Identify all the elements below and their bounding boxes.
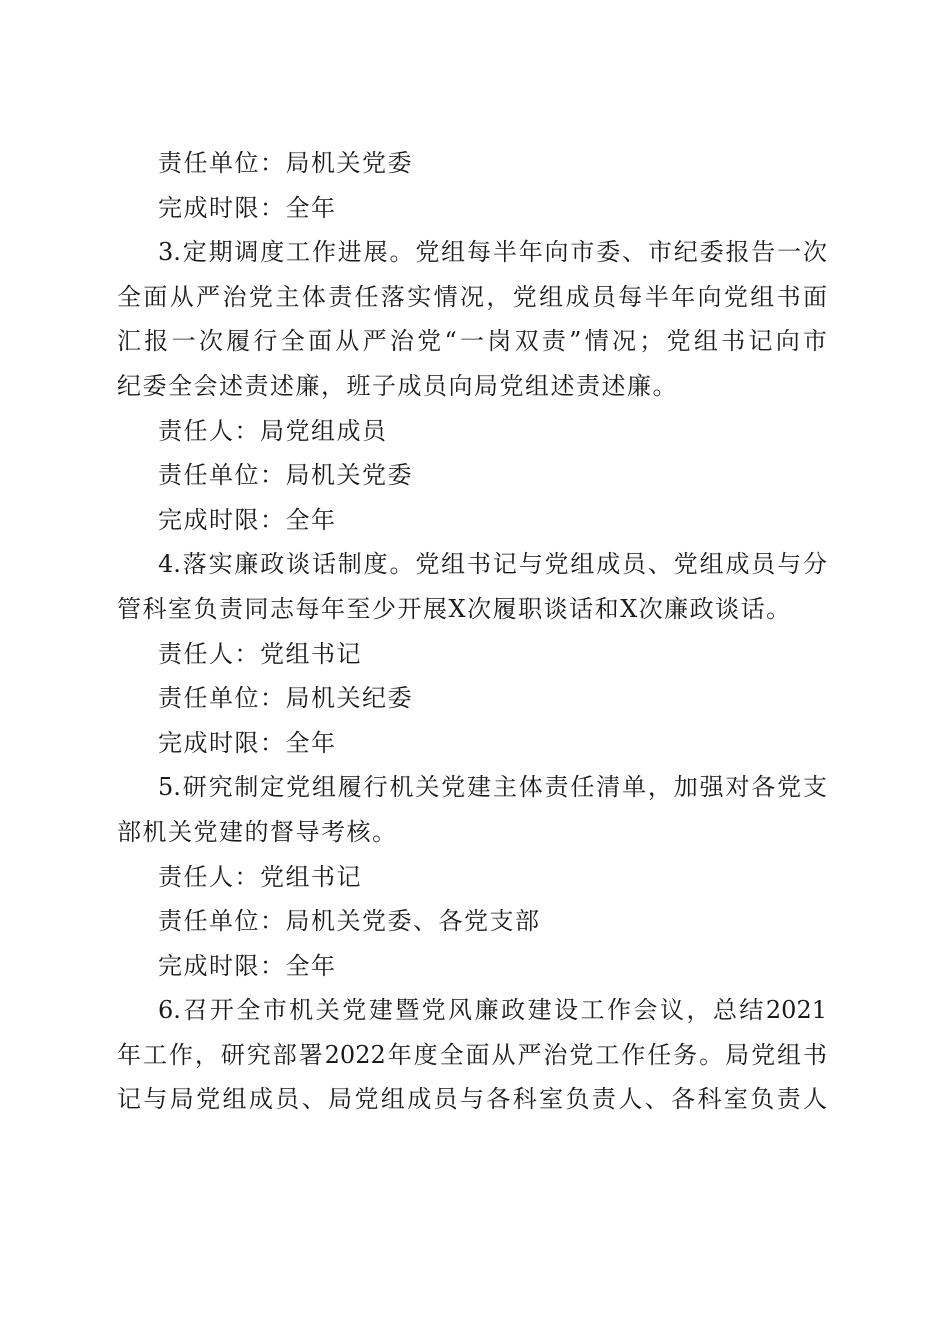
item-4-heading: 4.落实廉政谈话制度。党组书记与党组成员、党组成员与分 [158, 550, 827, 579]
item-6-text-line: 记与局党组成员、局党组成员与各科室负责人、各科室负责人 [117, 1085, 827, 1114]
responsible-person-line: 责任人：党组书记 [158, 862, 362, 891]
responsible-person-line: 责任人：党组书记 [158, 639, 362, 668]
item-6-heading: 6.召开全市机关党建暨党风廉政建设工作会议，总结2021 [158, 996, 827, 1025]
item-5-heading: 5.研究制定党组履行机关党建主体责任清单，加强对各党支 [158, 773, 827, 802]
deadline-line: 完成时限：全年 [158, 193, 337, 222]
responsible-unit-line: 责任单位：局机关党委、各党支部 [158, 907, 541, 936]
item-3-text-line: 汇报一次履行全面从严治党“一岗双责”情况；党组书记向市 [117, 327, 827, 356]
responsible-person-line: 责任人：局党组成员 [158, 416, 388, 445]
responsible-unit-line: 责任单位：局机关纪委 [158, 684, 413, 713]
document-body [117, 141, 827, 1122]
deadline-line: 完成时限：全年 [158, 951, 337, 980]
responsible-unit-line: 责任单位：局机关党委 [158, 149, 413, 177]
item-3-text-line: 全面从严治党主体责任落实情况，党组成员每半年向党组书面 [117, 282, 827, 311]
responsible-unit-line: 责任单位：局机关党委 [158, 461, 413, 490]
deadline-line: 完成时限：全年 [158, 728, 337, 757]
item-3-text-line: 纪委全会述责述廉，班子成员向局党组述责述廉。 [117, 371, 678, 400]
item-6-text-line: 年工作，研究部署2022年度全面从严治党工作任务。局党组书 [117, 1040, 827, 1069]
deadline-line: 完成时限：全年 [158, 505, 337, 534]
item-4-text-line: 管科室负责同志每年至少开展X次履职谈话和X次廉政谈话。 [117, 594, 792, 623]
item-3-heading: 3.定期调度工作进展。党组每半年向市委、市纪委报告一次 [158, 238, 827, 267]
item-5-text-line: 部机关党建的督导考核。 [117, 817, 398, 846]
